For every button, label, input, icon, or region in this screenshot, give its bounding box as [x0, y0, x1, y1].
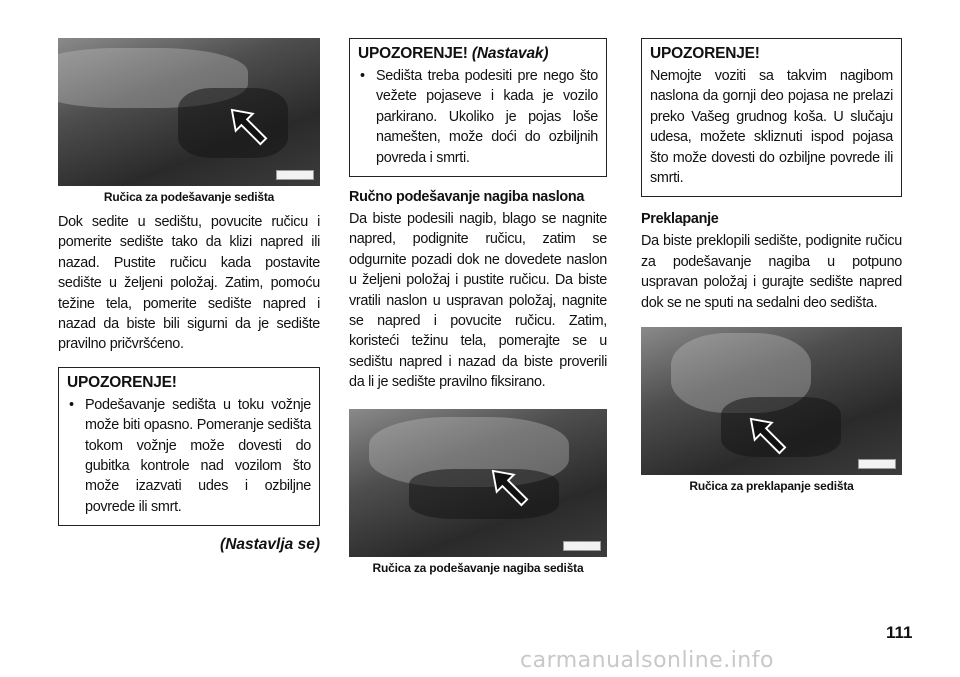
section-heading: Preklapanje: [641, 211, 719, 228]
page-number: 111: [886, 623, 913, 642]
body-paragraph: Da biste preklopili sedište, podignite ručicu za podešavanje nagiba u potpuno uspravan položaj i gurajte sedište napred dok se ne sputi na sedalni deo sedišta.: [641, 233, 902, 311]
bullet-icon: •: [69, 396, 74, 413]
figure-caption: Ručica za preklapanje sedišta: [689, 479, 854, 494]
column-1: [58, 38, 320, 554]
warning-bullet: [67, 395, 311, 517]
warning-bullet: [358, 66, 598, 168]
warning-bullet-text: Podešavanje sedišta u toku vožnje može biti opasno. Pomeranje sedišta tokom vožnje može dovesti do gubitka kontrole nad vozilom što može izazvati udes i ozbiljne povrede ili smrt.: [85, 396, 311, 515]
warning-text: Nemojte voziti sa takvim nagibom naslona da gornji deo pojasa ne prelazi preko Vašeg grudnog koša. U slučaju udesa, možete skliznuti ispod pojasa što može dovesti do ozbiljne povrede ili smrti.: [650, 68, 893, 187]
fold-lever-photo: [641, 327, 902, 475]
warning-box: [641, 38, 902, 197]
image-code-tag: [563, 541, 601, 551]
recline-lever-photo: [349, 409, 607, 557]
warning-title: UPOZORENJE!: [650, 45, 760, 62]
warning-title-continued: (Nastavak): [471, 45, 549, 62]
image-code-tag: [276, 170, 314, 180]
arrow-icon: [491, 469, 529, 507]
body-paragraph: Da biste podesili nagib, blago se nagnite napred, podignite ručicu, zatim se odgurnite pozadi dok ne dovedete naslon u željeni položaj i pustite ručicu. Da biste vratili naslon u uspravan položaj, nagnite se napred i povucite ručicu. Zatim, koristeći težinu tela, pomerajte se u sedištu napred i nazad da biste proverili da li je sedište pravilno fiksirano.: [349, 211, 607, 391]
image-code-tag: [858, 459, 896, 469]
warning-title: UPOZORENJE!: [67, 373, 177, 391]
bullet-icon: •: [360, 68, 365, 84]
watermark: carmanualsonline.info: [520, 648, 774, 673]
warning-title: [358, 45, 598, 63]
seat-adjust-photo: [58, 38, 320, 186]
warning-box: [58, 367, 320, 526]
figure-caption: Ručica za podešavanje nagiba sedišta: [372, 560, 584, 575]
figure-caption: Ručica za podešavanje sedišta: [103, 190, 275, 204]
body-paragraph: Dok sedite u sedištu, povucite ručicu i pomerite sedište tako da klizi napred ili nazad. Pustite ručicu kada postavite sedište u željeni položaj. Zatim, pomoću težine tela, pomerite sedište napred i nazad da biste bili sigurni da je sedište pravilno pričvršćeno.: [58, 214, 320, 353]
column-2: [349, 38, 607, 575]
continued-label: (Nastavlja se): [220, 536, 320, 554]
warning-title-text: UPOZORENJE!: [358, 45, 468, 62]
column-3: [641, 38, 902, 493]
arrow-icon: [230, 108, 268, 146]
arrow-icon: [749, 417, 787, 455]
warning-box-continued: [349, 38, 607, 177]
warning-bullet-text: Sedišta treba podesiti pre nego što vežete pojaseve i kada je vozilo parkirano. Ukoliko je pojas loše namešten, može doći do ozbiljnih povreda i smrti.: [376, 68, 598, 166]
section-heading: Ručno podešavanje nagiba naslona: [349, 189, 585, 206]
